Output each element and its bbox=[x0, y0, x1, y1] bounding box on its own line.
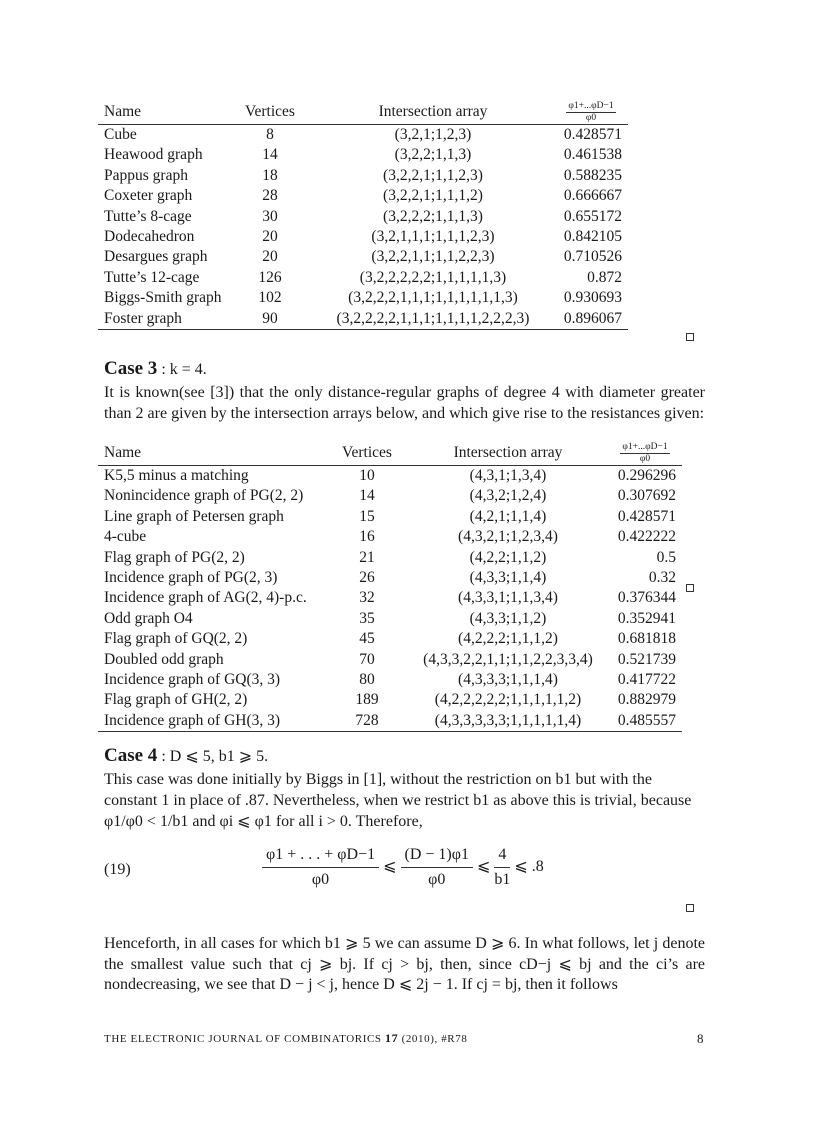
qed-box-1 bbox=[686, 333, 694, 341]
table-header-row bbox=[98, 441, 682, 466]
table-row bbox=[98, 288, 628, 308]
cell-intersection-array: (3,2,2;1,1,3) bbox=[394, 146, 472, 164]
cell-name: Nonincidence graph of PG(2, 2) bbox=[104, 487, 304, 505]
col-ratio bbox=[554, 100, 628, 125]
cell-ratio: 0.32 bbox=[648, 569, 676, 587]
cell-vertices: 32 bbox=[359, 589, 375, 607]
case-4-condition: : D ⩽ 5, b1 ⩾ 5. bbox=[161, 748, 269, 765]
cell-intersection-array: (3,2,2,1;1,1,2,3) bbox=[383, 166, 483, 184]
cell-ratio: 0.588235 bbox=[563, 166, 622, 184]
cell-intersection-array: (4,3,1;1,3,4) bbox=[408, 466, 608, 487]
cell-ratio: 0.655172 bbox=[563, 207, 622, 225]
cell-vertices: 102 bbox=[258, 289, 282, 307]
rhs-denominator: b1 bbox=[494, 871, 511, 888]
table-row bbox=[98, 588, 682, 608]
col-ratio bbox=[608, 441, 682, 466]
cell-name: Tutte’s 12-cage bbox=[104, 268, 200, 286]
closing-paragraph: Henceforth, in all cases for which b1 ⩾ 5 we can assume D ⩾ 6. In what follows, let j denote the smallest value such that cj ⩾ bj. If cj > bj, then, since cD−j ⩽ bj and the ci’s are nondecreasing, we see that D − j < j, hence D ⩽ 2j − 1. If cj = bj, then it follows bbox=[104, 935, 705, 993]
cell-name: Line graph of Petersen graph bbox=[104, 507, 284, 525]
cell-ratio: 0.417722 bbox=[617, 671, 676, 689]
cell-name: Cube bbox=[98, 125, 228, 146]
cell-intersection-array: (4,3,3;1,1,4) bbox=[469, 569, 547, 587]
cell-ratio: 0.428571 bbox=[617, 507, 676, 525]
cell-name: Dodecahedron bbox=[104, 228, 195, 246]
table-header-row bbox=[98, 100, 628, 125]
cell-vertices: 20 bbox=[262, 248, 278, 266]
lhs-numerator: φ1 + . . . + φD−1 bbox=[262, 846, 379, 868]
case-3-paragraph: It is known(see [3]) that the only distance-regular graphs of degree 4 with diameter greater than 2 are given by the intersection arrays below, and which give rise to the resistances given: bbox=[104, 384, 705, 422]
cell-name: Pappus graph bbox=[104, 166, 188, 184]
table-row bbox=[98, 650, 682, 670]
table-row bbox=[98, 609, 682, 629]
cell-vertices: 14 bbox=[262, 146, 278, 164]
cell-vertices: 126 bbox=[258, 268, 282, 286]
cell-ratio: 0.666667 bbox=[563, 187, 622, 205]
cell-name: Incidence graph of GQ(3, 3) bbox=[104, 671, 281, 689]
cell-vertices: 16 bbox=[359, 528, 375, 546]
cell-intersection-array: (4,2,2,2;1,1,1,2) bbox=[458, 630, 558, 648]
cell-ratio: 0.710526 bbox=[563, 248, 622, 266]
cell-ratio: 0.896067 bbox=[563, 309, 622, 327]
ratio-fraction bbox=[620, 442, 669, 465]
cell-intersection-array: (3,2,2,2,1,1,1;1,1,1,1,1,1,3) bbox=[348, 289, 518, 307]
case-3-heading bbox=[104, 358, 207, 380]
leq-symbol: ⩽ bbox=[383, 858, 397, 876]
table-row bbox=[98, 527, 682, 547]
table-row bbox=[98, 166, 628, 186]
cell-intersection-array: (4,3,3,3;1,1,1,4) bbox=[458, 671, 558, 689]
lhs-fraction bbox=[262, 846, 379, 889]
case-4-heading bbox=[104, 745, 268, 767]
cell-intersection-array: (4,3,2;1,2,4) bbox=[469, 487, 547, 505]
cell-name: Incidence graph of GH(3, 3) bbox=[104, 711, 281, 729]
cell-name: Flag graph of GQ(2, 2) bbox=[104, 630, 248, 648]
cell-name: Desargues graph bbox=[104, 248, 208, 266]
cell-vertices: 21 bbox=[359, 548, 375, 566]
cell-intersection-array: (4,2,2,2,2,2;1,1,1,1,1,2) bbox=[434, 691, 582, 709]
cell-ratio: 0.352941 bbox=[617, 609, 676, 627]
table-row bbox=[98, 125, 628, 146]
lhs-denominator: φ0 bbox=[311, 871, 330, 888]
cell-vertices: 728 bbox=[355, 711, 379, 729]
table-cubic-graphs bbox=[98, 100, 628, 330]
cell-intersection-array: (3,2,2,1,1;1,1,2,2,3) bbox=[371, 248, 495, 266]
case-4-line-1: This case was done initially by Biggs in [1], without the restriction on b1 but with the bbox=[104, 771, 652, 788]
cell-name: K5,5 minus a matching bbox=[98, 466, 326, 487]
ratio-denominator: φ0 bbox=[639, 453, 651, 464]
rhs-fraction bbox=[494, 846, 510, 889]
qed-box-3 bbox=[686, 904, 694, 912]
cell-vertices: 10 bbox=[326, 466, 408, 487]
table-row bbox=[98, 207, 628, 227]
col-vertices: Vertices bbox=[245, 102, 295, 120]
cell-name: Flag graph of PG(2, 2) bbox=[104, 548, 245, 566]
cell-name: Foster graph bbox=[104, 309, 182, 327]
cell-vertices: 26 bbox=[359, 569, 375, 587]
equation-tail: ⩽ .8 bbox=[514, 858, 544, 876]
inequality-inline: φ1/φ0 < 1/b1 bbox=[104, 813, 189, 830]
cell-intersection-array: (3,2,1,1,1;1,1,1,2,3) bbox=[371, 228, 495, 246]
cell-name: Tutte’s 8-cage bbox=[104, 207, 192, 225]
cell-name: 4-cube bbox=[104, 528, 147, 546]
cell-vertices: 189 bbox=[355, 691, 379, 709]
case-4-line-3-rest: and φi ⩽ φ1 for all i > 0. Therefore, bbox=[192, 813, 423, 830]
cell-vertices: 8 bbox=[228, 125, 312, 146]
cell-intersection-array: (4,3,3,3,3,3;1,1,1,1,1,4) bbox=[434, 711, 582, 729]
page-number: 8 bbox=[697, 1031, 705, 1046]
cell-ratio: 0.376344 bbox=[617, 589, 676, 607]
table-row bbox=[98, 486, 682, 506]
cell-name: Flag graph of GH(2, 2) bbox=[104, 691, 248, 709]
mid-denominator: φ0 bbox=[428, 871, 446, 888]
table-row bbox=[98, 629, 682, 649]
cell-intersection-array: (3,2,2,2,2,1,1,1;1,1,1,1,2,2,2,3) bbox=[336, 309, 530, 327]
cell-ratio: 0.882979 bbox=[617, 691, 676, 709]
ratio-fraction bbox=[566, 101, 615, 124]
cell-vertices: 18 bbox=[262, 166, 278, 184]
table-row bbox=[98, 268, 628, 288]
cell-ratio: 0.485557 bbox=[617, 711, 676, 729]
journal-footer bbox=[104, 1031, 467, 1046]
cell-ratio: 0.930693 bbox=[563, 289, 622, 307]
cell-ratio: 0.461538 bbox=[563, 146, 622, 164]
cell-name: Coxeter graph bbox=[104, 187, 193, 205]
table-row bbox=[98, 670, 682, 690]
cell-ratio: 0.422222 bbox=[617, 528, 676, 546]
col-intersection-array: Intersection array bbox=[453, 443, 563, 461]
cell-intersection-array: (3,2,1;1,2,3) bbox=[312, 125, 554, 146]
cell-intersection-array: (4,2,1;1,1,4) bbox=[469, 507, 547, 525]
cell-ratio: 0.842105 bbox=[563, 228, 622, 246]
table-row bbox=[98, 186, 628, 206]
cell-vertices: 90 bbox=[262, 309, 278, 327]
cell-ratio: 0.872 bbox=[587, 268, 622, 286]
table-row bbox=[98, 309, 628, 330]
table-row bbox=[98, 466, 682, 487]
cell-vertices: 70 bbox=[359, 650, 375, 668]
cell-intersection-array: (3,2,2,2,2,2;1,1,1,1,1,3) bbox=[359, 268, 507, 286]
rhs-numerator: 4 bbox=[494, 846, 510, 868]
cell-vertices: 15 bbox=[359, 507, 375, 525]
cell-name: Odd graph O4 bbox=[104, 609, 193, 627]
journal-issue: (2010), #R78 bbox=[401, 1033, 468, 1045]
case-3-label: Case 3 bbox=[104, 358, 158, 379]
cell-vertices: 20 bbox=[262, 228, 278, 246]
col-intersection-array: Intersection array bbox=[378, 102, 488, 120]
col-name: Name bbox=[104, 102, 142, 120]
cell-ratio: 0.521739 bbox=[617, 650, 676, 668]
cell-name: Incidence graph of PG(2, 3) bbox=[104, 569, 278, 587]
table-row bbox=[98, 711, 682, 732]
cell-vertices: 28 bbox=[262, 187, 278, 205]
col-name: Name bbox=[104, 443, 142, 461]
equation-number: (19) bbox=[104, 861, 131, 878]
cell-intersection-array: (4,3,3,1;1,1,3,4) bbox=[458, 589, 558, 607]
cell-name: Biggs-Smith graph bbox=[104, 289, 222, 307]
qed-box-2 bbox=[686, 584, 694, 592]
cell-ratio: 0.5 bbox=[656, 548, 676, 566]
table-quartic-graphs bbox=[98, 441, 682, 732]
cell-ratio: 0.296296 bbox=[608, 466, 682, 487]
case-4-label: Case 4 bbox=[104, 745, 158, 766]
leq-symbol: ⩽ bbox=[476, 858, 491, 876]
cell-intersection-array: (4,3,2,1;1,2,3,4) bbox=[458, 528, 558, 546]
case-3-condition: : k = 4. bbox=[161, 361, 207, 378]
ratio-denominator: φ0 bbox=[585, 112, 597, 123]
cell-ratio: 0.307692 bbox=[617, 487, 676, 505]
journal-name: THE ELECTRONIC JOURNAL OF COMBINATORICS bbox=[104, 1033, 382, 1045]
journal-volume: 17 bbox=[385, 1031, 399, 1045]
cell-vertices: 35 bbox=[359, 609, 375, 627]
case-4-line-2: constant 1 in place of .87. Nevertheless, when we restrict b1 as above this is trivial, because bbox=[104, 792, 692, 809]
table-row bbox=[98, 227, 628, 247]
cell-vertices: 14 bbox=[359, 487, 375, 505]
cell-vertices: 30 bbox=[262, 207, 278, 225]
cell-intersection-array: (4,3,3;1,1,2) bbox=[469, 609, 547, 627]
cell-intersection-array: (4,3,3,2,2,1,1;1,1,2,2,3,3,4) bbox=[423, 650, 593, 668]
equation-19 bbox=[262, 846, 544, 889]
mid-numerator: (D − 1)φ1 bbox=[401, 846, 473, 868]
cell-intersection-array: (3,2,2,2;1,1,1,3) bbox=[383, 207, 483, 225]
cell-name: Heawood graph bbox=[104, 146, 203, 164]
cell-name: Doubled odd graph bbox=[104, 650, 224, 668]
mid-fraction bbox=[401, 846, 473, 889]
case-4-line-3 bbox=[104, 812, 705, 833]
table-row bbox=[98, 568, 682, 588]
cell-intersection-array: (3,2,2,1;1,1,1,2) bbox=[383, 187, 483, 205]
col-vertices: Vertices bbox=[342, 443, 392, 461]
cell-ratio: 0.428571 bbox=[554, 125, 628, 146]
table-row bbox=[98, 247, 628, 267]
cell-vertices: 45 bbox=[359, 630, 375, 648]
table-row bbox=[98, 690, 682, 710]
cell-vertices: 80 bbox=[359, 671, 375, 689]
ratio-numerator: φ1+...φD−1 bbox=[568, 100, 614, 111]
ratio-numerator: φ1+...φD−1 bbox=[622, 441, 668, 452]
cell-name: Incidence graph of AG(2, 4)-p.c. bbox=[104, 589, 307, 607]
table-row bbox=[98, 507, 682, 527]
cell-ratio: 0.681818 bbox=[617, 630, 676, 648]
table-row bbox=[98, 145, 628, 165]
cell-intersection-array: (4,2,2;1,1,2) bbox=[469, 548, 547, 566]
table-row bbox=[98, 548, 682, 568]
